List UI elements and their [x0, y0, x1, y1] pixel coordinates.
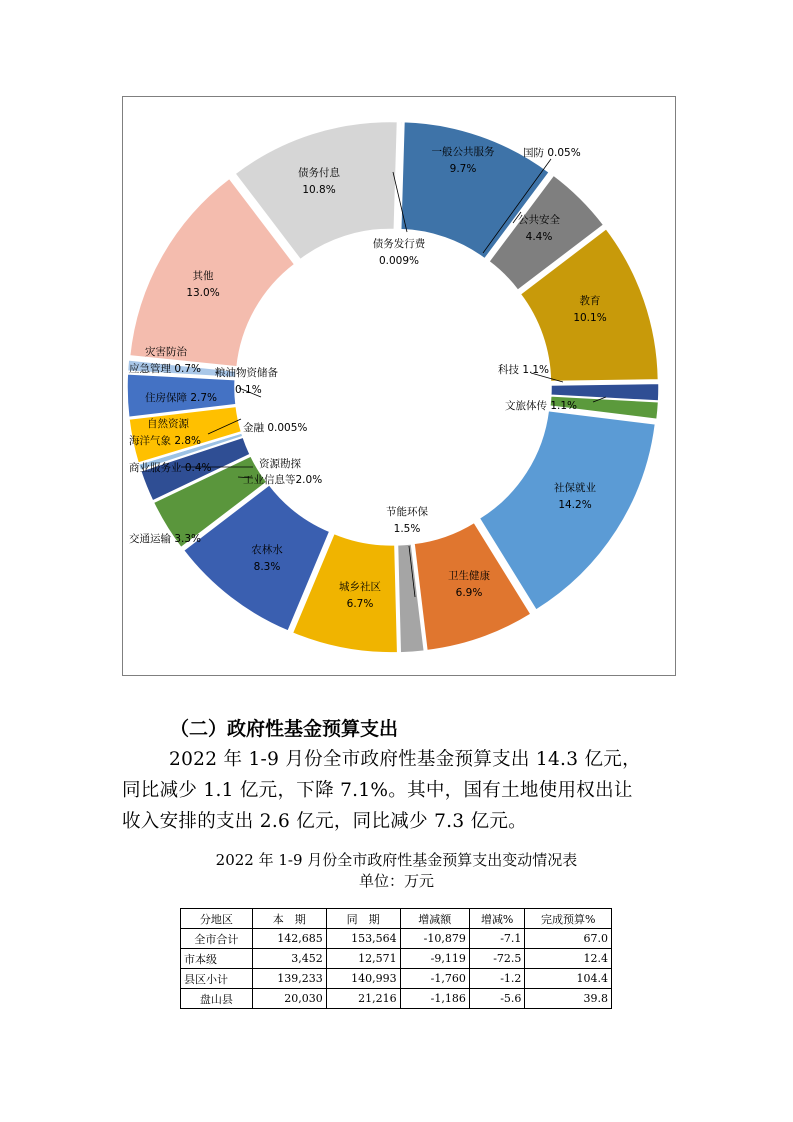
label-chengxiang-pct: 6.7% — [346, 598, 374, 610]
label-jieneng-name: 节能环保 — [386, 506, 428, 518]
label-ziran-l2: 海洋气象 2.8% — [129, 435, 202, 447]
label-gonggonganquan-name: 公共安全 — [518, 214, 560, 226]
label-gonggonganquan-pct: 4.4% — [525, 231, 553, 243]
header-current: 本 期 — [252, 909, 326, 929]
label-zaihai-l2: 应急管理 0.7% — [129, 363, 202, 375]
label-zhaiwufuxi-pct: 10.8% — [302, 184, 336, 196]
label-nonglin-pct: 8.3% — [253, 561, 281, 573]
label-jiaoyu-name: 教育 — [579, 295, 601, 307]
label-ziyuan-l2: 工业信息等2.0% — [243, 474, 323, 486]
label-weisheng-pct: 6.9% — [455, 587, 483, 599]
cell-same-period: 21,216 — [326, 989, 400, 1009]
label-shebao-pct: 14.2% — [558, 499, 592, 511]
para-line-3: 收入安排的支出 2.6 亿元，同比减少 7.3 亿元。 — [122, 811, 527, 832]
cell-current: 3,452 — [252, 949, 326, 969]
label-shangye: 商业服务业 0.4% — [129, 462, 212, 474]
label-qita-pct: 13.0% — [186, 287, 220, 299]
label-zaihai-l1: 灾害防治 — [145, 346, 187, 358]
section-title: （二）政府性基金预算支出 — [170, 718, 399, 740]
label-zhaiwufaxing-name: 债务发行费 — [372, 238, 426, 250]
label-qita-name: 其他 — [192, 270, 214, 282]
cell-same-period: 140,993 — [326, 969, 400, 989]
donut-chart — [123, 97, 677, 677]
header-same-period: 同 期 — [326, 909, 400, 929]
label-nonglin-name: 农林水 — [251, 544, 283, 556]
label-liangyou-l1: 粮油物资储备 — [215, 367, 278, 379]
cell-region: 市本级 — [181, 949, 253, 969]
label-yibangonggong-name: 一般公共服务 — [431, 146, 495, 158]
header-budget-completion: 完成预算% — [525, 909, 612, 929]
label-zhaiwufuxi-name: 债务付息 — [298, 167, 340, 179]
label-jieneng-pct: 1.5% — [393, 523, 421, 535]
cell-change-amount: -1,760 — [400, 969, 469, 989]
label-ziran-l1: 自然资源 — [147, 418, 189, 430]
cell-budget-completion: 39.8 — [525, 989, 612, 1009]
cell-change-amount: -9,119 — [400, 949, 469, 969]
para-line-2: 同比减少 1.1 亿元，下降 7.1%。其中，国有土地使用权出让 — [122, 780, 633, 801]
section-paragraph — [122, 744, 682, 837]
header-change-pct: 增减% — [469, 909, 525, 929]
label-weisheng-name: 卫生健康 — [448, 570, 490, 582]
cell-same-period: 153,564 — [326, 929, 400, 949]
label-yibangonggong-pct: 9.7% — [449, 163, 477, 175]
donut-chart-frame — [122, 96, 676, 676]
table-row — [181, 989, 612, 1009]
cell-change-pct: -1.2 — [469, 969, 525, 989]
label-wenlv: 文旅体传 1.1% — [505, 400, 578, 412]
table-unit: 单位：万元 — [358, 872, 434, 890]
cell-current: 20,030 — [252, 989, 326, 1009]
label-ziyuan-l1: 资源勘探 — [259, 458, 301, 470]
cell-region: 县区小计 — [181, 969, 253, 989]
label-chengxiang-name: 城乡社区 — [339, 581, 381, 593]
cell-change-pct: -7.1 — [469, 929, 525, 949]
header-region: 分地区 — [181, 909, 253, 929]
cell-change-amount: -10,879 — [400, 929, 469, 949]
cell-change-pct: -5.6 — [469, 989, 525, 1009]
table-row — [181, 969, 612, 989]
para-line-1: 2022 年 1-9 月份全市政府性基金预算支出 14.3 亿元， — [169, 749, 641, 770]
table-header-row — [181, 909, 612, 929]
cell-same-period: 12,571 — [326, 949, 400, 969]
cell-current: 142,685 — [252, 929, 326, 949]
label-zhaiwufaxing-pct: 0.009% — [378, 255, 420, 267]
cell-budget-completion: 12.4 — [525, 949, 612, 969]
label-shebao-name: 社保就业 — [554, 482, 596, 494]
cell-current: 139,233 — [252, 969, 326, 989]
label-jiaoyu-pct: 10.1% — [573, 312, 607, 324]
cell-region: 盘山县 — [181, 989, 253, 1009]
budget-table — [180, 908, 612, 1009]
cell-change-pct: -72.5 — [469, 949, 525, 969]
label-guofang: 国防 0.05% — [523, 147, 581, 159]
cell-budget-completion: 104.4 — [525, 969, 612, 989]
table-row — [181, 929, 612, 949]
table-row — [181, 949, 612, 969]
label-keji: 科技 1.1% — [498, 364, 550, 376]
label-jiaotong: 交通运输 3.3% — [129, 533, 202, 545]
cell-budget-completion: 67.0 — [525, 929, 612, 949]
header-change-amount: 增减额 — [400, 909, 469, 929]
label-liangyou-l2: 0.1% — [235, 384, 262, 396]
label-jinrong: 金融 0.005% — [243, 422, 308, 434]
cell-region: 全市合计 — [181, 929, 253, 949]
table-title: 2022 年 1-9 月份全市政府性基金预算支出变动情况表 — [215, 851, 578, 869]
label-zhufang: 住房保障 2.7% — [145, 392, 218, 404]
cell-change-amount: -1,186 — [400, 989, 469, 1009]
